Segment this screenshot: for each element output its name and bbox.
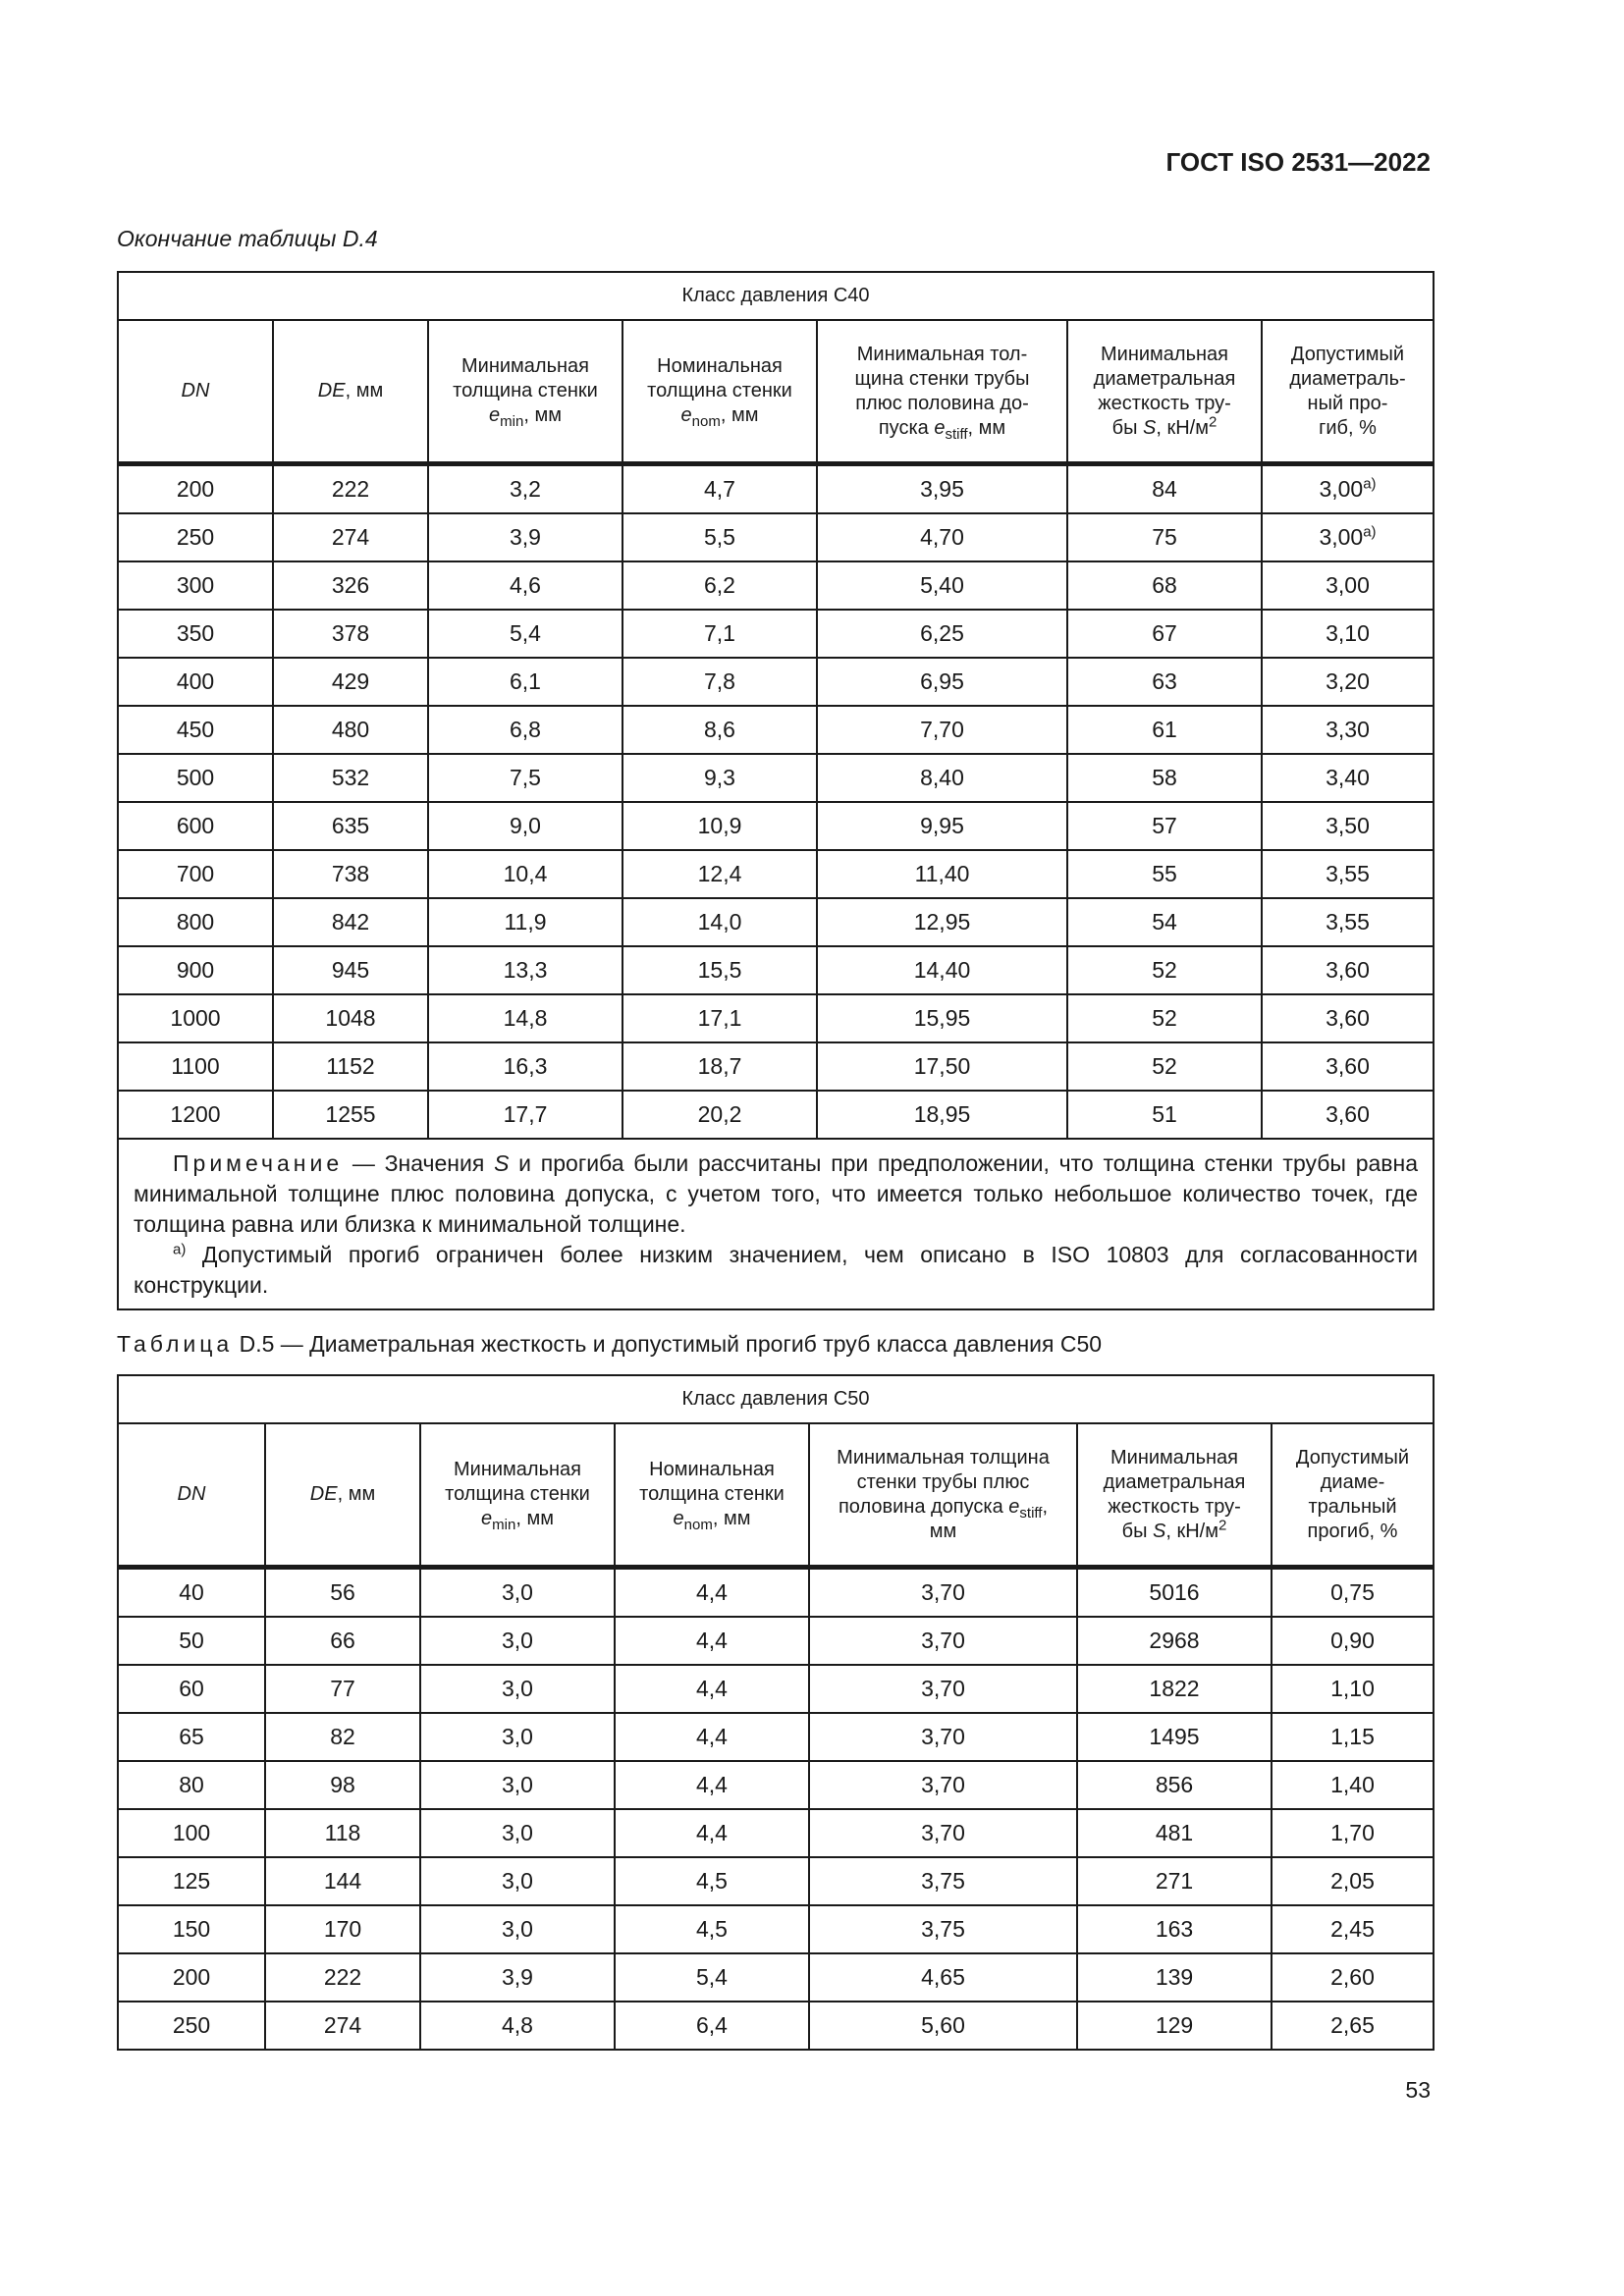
table-cell: 3,0 [420,1761,615,1809]
table-row [118,513,1434,561]
table-cell: 4,6 [428,561,623,610]
table-cell: 842 [273,898,428,946]
table-cell: 271 [1077,1857,1272,1905]
column-header-dn: DN [118,1423,265,1568]
table-row [118,1905,1434,1953]
table-cell: 2,60 [1272,1953,1434,2002]
table-cell: 1,70 [1272,1809,1434,1857]
table-cell: 3,00 [1262,561,1434,610]
pressure-class-title: Класс давления С40 [118,272,1434,320]
table-cell: 17,50 [817,1042,1067,1091]
table-cell: 150 [118,1905,265,1953]
table-cell: 3,0 [420,1617,615,1665]
table-cell: 6,8 [428,706,623,754]
table-cell: 3,60 [1262,1091,1434,1139]
table-cell: 429 [273,658,428,706]
table-cell: 4,70 [817,513,1067,561]
table-cell: 3,70 [809,1617,1077,1665]
table-cell: 7,1 [623,610,817,658]
table-cell: 400 [118,658,273,706]
table-cell: 5,5 [623,513,817,561]
table-cell: 4,8 [420,2002,615,2050]
table-cell: 20,2 [623,1091,817,1139]
table-row [118,658,1434,706]
table-cell: 900 [118,946,273,994]
table-cell: 4,7 [623,464,817,514]
table-cell: 2,65 [1272,2002,1434,2050]
table-cell: 250 [118,513,273,561]
table-cell: 200 [118,464,273,514]
table-cell: 7,8 [623,658,817,706]
table-cell: 6,1 [428,658,623,706]
table-row [118,1809,1434,1857]
column-header-stiffness: Минимальная диаметральная жесткость тру- бы S, $кН/м^2$ [1067,320,1262,464]
column-header-stiffness: Минимальная диаметральная жесткость тру- бы S, $кН/м^2$ [1077,1423,1272,1568]
table-cell: 1,15 [1272,1713,1434,1761]
table-d4 [117,271,1435,1310]
table-cell: 10,9 [623,802,817,850]
table-cell: 61 [1067,706,1262,754]
table-cell: 856 [1077,1761,1272,1809]
table-cell: 4,65 [809,1953,1077,2002]
table-cell: 3,70 [809,1809,1077,1857]
pressure-class-title: Класс давления С50 [118,1375,1434,1423]
table-cell: 1,10 [1272,1665,1434,1713]
table-cell: 3,0 [420,1568,615,1618]
table-continuation-caption: Окончание таблицы D.4 [117,226,378,251]
table-cell: 98 [265,1761,420,1809]
table-cell: 1,40 [1272,1761,1434,1809]
table-cell: 15,95 [817,994,1067,1042]
table-cell: 60 [118,1665,265,1713]
table-cell: 3,75 [809,1905,1077,1953]
table-cell: 3,00$^{a)}$ [1262,464,1434,514]
table-cell: 378 [273,610,428,658]
table-cell: 738 [273,850,428,898]
table-row [118,898,1434,946]
table-cell: 16,3 [428,1042,623,1091]
table-cell: 55 [1067,850,1262,898]
table-cell: 222 [273,464,428,514]
table-cell: 100 [118,1809,265,1857]
table-cell: 13,3 [428,946,623,994]
table-row [118,1857,1434,1905]
table-cell: 2968 [1077,1617,1272,1665]
table-cell: 9,95 [817,802,1067,850]
table-row [118,610,1434,658]
table-cell: 75 [1067,513,1262,561]
table-row [118,1568,1434,1618]
table-cell: 170 [265,1905,420,1953]
table-cell: 3,0 [420,1665,615,1713]
table-cell: 129 [1077,2002,1272,2050]
table-cell: 66 [265,1617,420,1665]
table-cell: 3,9 [420,1953,615,2002]
table-cell: 15,5 [623,946,817,994]
table-cell: 3,00$^{a)}$ [1262,513,1434,561]
table-cell: 3,75 [809,1857,1077,1905]
table-row [118,1665,1434,1713]
column-header-emin: Минимальная толщина стенки $e_{min}$, мм [420,1423,615,1568]
table-row [118,1713,1434,1761]
table-cell: 222 [265,1953,420,2002]
table-cell: 3,0 [420,1857,615,1905]
table-cell: 52 [1067,1042,1262,1091]
table-cell: 118 [265,1809,420,1857]
table-cell: 500 [118,754,273,802]
table-cell: 4,4 [615,1617,809,1665]
table-cell: 6,95 [817,658,1067,706]
table-cell: 0,90 [1272,1617,1434,1665]
table-row [118,850,1434,898]
table-cell: 52 [1067,994,1262,1042]
table-cell: 4,5 [615,1857,809,1905]
page-number: 53 [1405,2077,1431,2103]
table-cell: 17,1 [623,994,817,1042]
table-cell: 63 [1067,658,1262,706]
table-cell: 8,40 [817,754,1067,802]
table-cell: 3,0 [420,1809,615,1857]
column-header-enom: Номинальная толщина стенки $e_{nom}$, мм [615,1423,809,1568]
table-cell: 326 [273,561,428,610]
table-cell: 9,3 [623,754,817,802]
table-cell: 3,40 [1262,754,1434,802]
column-header-deflection: Допустимый диаметраль- ный про- гиб, % [1262,320,1434,464]
table-cell: 1152 [273,1042,428,1091]
table-cell: 1000 [118,994,273,1042]
table-cell: 9,0 [428,802,623,850]
table-row [118,1761,1434,1809]
table-cell: 3,60 [1262,994,1434,1042]
table-cell: 10,4 [428,850,623,898]
table-cell: 480 [273,706,428,754]
table-cell: 450 [118,706,273,754]
table-cell: 80 [118,1761,265,1809]
column-header-dn: DN [118,320,273,464]
table-cell: 6,4 [615,2002,809,2050]
table-cell: 3,0 [420,1713,615,1761]
table-note [118,1139,1434,1309]
table-cell: 4,4 [615,1809,809,1857]
table-cell: 4,4 [615,1665,809,1713]
table-cell: 5,60 [809,2002,1077,2050]
table-cell: 800 [118,898,273,946]
column-header-de: DE, мм [265,1423,420,1568]
table-cell: 2,45 [1272,1905,1434,1953]
table-cell: 3,70 [809,1761,1077,1809]
table-cell: 7,70 [817,706,1067,754]
table-cell: 125 [118,1857,265,1905]
table-cell: 1200 [118,1091,273,1139]
table-d5-caption: Таблица D.5 — Диаметральная жесткость и допустимый прогиб труб класса давления С50 [117,1331,1103,1357]
table-cell: 84 [1067,464,1262,514]
table-cell: 139 [1077,1953,1272,2002]
table-row [118,1617,1434,1665]
table-cell: 3,20 [1262,658,1434,706]
table-cell: 14,8 [428,994,623,1042]
column-header-estiff: Минимальная тол- щина стенки трубы плюс половина до- пуска $e_{stiff}$, мм [817,320,1067,464]
table-cell: 4,5 [615,1905,809,1953]
table-cell: 11,9 [428,898,623,946]
table-cell: 1100 [118,1042,273,1091]
footnote-marker: a) [1363,523,1377,541]
table-cell: 5,4 [428,610,623,658]
column-header-enom: Номинальная толщина стенки $e_{nom}$, мм [623,320,817,464]
table-cell: 3,55 [1262,850,1434,898]
table-cell: 77 [265,1665,420,1713]
table-cell: 4,4 [615,1568,809,1618]
table-cell: 3,50 [1262,802,1434,850]
table-cell: 3,60 [1262,946,1434,994]
table-cell: 67 [1067,610,1262,658]
table-cell: 1822 [1077,1665,1272,1713]
table-cell: 635 [273,802,428,850]
table-cell: 144 [265,1857,420,1905]
table-cell: 945 [273,946,428,994]
table-cell: 68 [1067,561,1262,610]
document-code: ГОСТ ISO 2531—2022 [1165,147,1431,177]
table-row [118,464,1434,514]
table-cell: 274 [273,513,428,561]
table-cell: 3,60 [1262,1042,1434,1091]
footnote-marker: a) [1363,475,1377,493]
table-cell: 12,4 [623,850,817,898]
table-row [118,2002,1434,2050]
table-cell: 3,55 [1262,898,1434,946]
table-cell: 3,70 [809,1665,1077,1713]
table-cell: 4,4 [615,1761,809,1809]
table-row [118,706,1434,754]
table-cell: 58 [1067,754,1262,802]
note-paragraph: Примечание — Значения S и прогиба были рассчитаны при предположении, что толщина стенки трубы равна минимальной толщине плюс половина допуска, с учетом того, что имеется только небольшое количество точек, где толщина равна или близка к минимальной толщине. [134,1150,1418,1237]
table-row [118,1091,1434,1139]
table-cell: 200 [118,1953,265,2002]
table-cell: 3,30 [1262,706,1434,754]
table-row [118,1953,1434,2002]
table-row [118,1042,1434,1091]
table-cell: 4,4 [615,1713,809,1761]
table-row [118,561,1434,610]
table-cell: 14,40 [817,946,1067,994]
table-cell: 65 [118,1713,265,1761]
table-cell: 2,05 [1272,1857,1434,1905]
table-cell: 5,40 [817,561,1067,610]
table-cell: 18,95 [817,1091,1067,1139]
table-cell: 1048 [273,994,428,1042]
table-cell: 0,75 [1272,1568,1434,1618]
table-cell: 82 [265,1713,420,1761]
table-cell: 5016 [1077,1568,1272,1618]
table-cell: 532 [273,754,428,802]
table-cell: 3,10 [1262,610,1434,658]
table-cell: 274 [265,2002,420,2050]
footnote-a: $^{a)}$ Допустимый прогиб ограничен более низким значением, чем описано в ISO 10803 для согласованности конструкции. [134,1241,1418,1298]
table-row [118,946,1434,994]
table-cell: 52 [1067,946,1262,994]
table-cell: 1255 [273,1091,428,1139]
table-row [118,802,1434,850]
table-cell: 3,95 [817,464,1067,514]
column-header-emin: Минимальная толщина стенки $e_{min}$, мм [428,320,623,464]
table-cell: 6,2 [623,561,817,610]
table-cell: 3,70 [809,1713,1077,1761]
table-cell: 18,7 [623,1042,817,1091]
table-cell: 600 [118,802,273,850]
table-cell: 11,40 [817,850,1067,898]
table-cell: 300 [118,561,273,610]
table-cell: 3,70 [809,1568,1077,1618]
table-d5 [117,1374,1435,2051]
table-cell: 17,7 [428,1091,623,1139]
table-cell: 8,6 [623,706,817,754]
table-cell: 1495 [1077,1713,1272,1761]
table-cell: 3,9 [428,513,623,561]
table-cell: 14,0 [623,898,817,946]
table-cell: 51 [1067,1091,1262,1139]
table-cell: 350 [118,610,273,658]
table-cell: 7,5 [428,754,623,802]
table-cell: 3,2 [428,464,623,514]
table-row [118,754,1434,802]
table-cell: 481 [1077,1809,1272,1857]
table-cell: 54 [1067,898,1262,946]
table-cell: 250 [118,2002,265,2050]
column-header-estiff: Минимальная толщина стенки трубы плюс половина допуска $e_{stiff}$, мм [809,1423,1077,1568]
table-cell: 6,25 [817,610,1067,658]
table-row [118,994,1434,1042]
table-cell: 3,0 [420,1905,615,1953]
table-cell: 40 [118,1568,265,1618]
table-cell: 700 [118,850,273,898]
table-cell: 5,4 [615,1953,809,2002]
column-header-deflection: Допустимый диаме- тральный прогиб, % [1272,1423,1434,1568]
table-cell: 56 [265,1568,420,1618]
table-cell: 12,95 [817,898,1067,946]
column-header-de: DE, мм [273,320,428,464]
table-cell: 50 [118,1617,265,1665]
table-cell: 57 [1067,802,1262,850]
table-cell: 163 [1077,1905,1272,1953]
